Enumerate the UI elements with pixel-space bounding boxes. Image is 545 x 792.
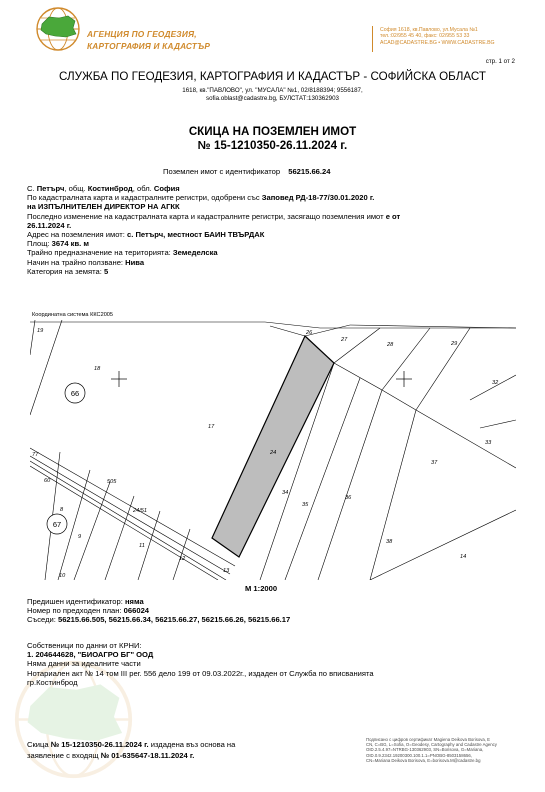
document-title: СКИЦА НА ПОЗЕМЛЕН ИМОТ <box>188 125 357 138</box>
prev-id-label: Предишен идентификатор: <box>27 597 125 606</box>
sig-line5: CN=Mariana Deikova Borisova, E=borisova.M@cadastre.bg <box>366 757 481 763</box>
cadastral-map <box>30 320 516 580</box>
sheet-number-label: 67 <box>52 520 62 529</box>
neighbors-value: 56215.66.505, 56215.66.34, 56215.66.27, 56215.66.26, 56215.66.17 <box>57 615 291 625</box>
category-line <box>27 267 527 276</box>
region: София <box>153 184 180 193</box>
municipality: Костинброд <box>87 184 133 193</box>
parcel-number-label: 60 <box>44 478 51 484</box>
approval-line <box>27 193 527 202</box>
location-sep2: , обл. <box>132 184 154 193</box>
identifier-label: Поземлен имот с идентификатор <box>163 167 281 176</box>
identifier-value: 56215.66.24 <box>288 167 331 176</box>
agency-web: ACAD@CADASTRE.BG • WWW.CADASTRE.BG <box>380 39 495 46</box>
location-sep1: , общ. <box>64 184 88 193</box>
page-number: стр. 1 от 2 <box>485 58 515 65</box>
parcel-number-label: 36 <box>345 495 352 501</box>
owner-line: 1. 204644628, "БИОАГРО БГ" ООД <box>27 650 154 660</box>
address-value: с. Петърч, местност БАИН ТВЪРДАК <box>127 230 265 240</box>
neighbors-line <box>27 615 527 624</box>
approval-text: По кадастралната карта и кадастралните регистри, одобрени със <box>27 193 262 203</box>
parcel-number-label: 505 <box>107 479 117 485</box>
owners-heading: Собственици по данни от КРНИ: <box>27 641 142 650</box>
parcel-number-label: 24 <box>270 450 277 456</box>
prev-plan-line <box>27 606 527 615</box>
map-scale: М 1:2000 <box>245 584 278 593</box>
coord-system: Координатна система ККС2005 <box>32 312 114 318</box>
parcel-number-label: 37 <box>431 460 438 466</box>
sheet-circles <box>47 383 85 534</box>
identifier-line <box>163 167 330 176</box>
subject-parcel-24 <box>212 336 334 557</box>
location-line <box>27 184 527 193</box>
parcel-number-label: 11 <box>139 543 145 549</box>
parcel-number-label: 18 <box>94 366 101 372</box>
parcel-number-label: 77 <box>32 452 39 458</box>
category-label: Категория на земята: <box>27 266 104 276</box>
document-number: № 15-1210350-26.11.2024 г. <box>197 138 348 152</box>
prev-id-value: няма <box>124 597 144 606</box>
usage-line <box>27 258 527 267</box>
deed-line1: Нотариален акт № 14 том III рег. 556 дело 199 от 09.03.2022г., издаден от Служба по вписванията <box>27 668 374 678</box>
footer-line1 <box>27 739 337 750</box>
parcel-number-label: 38 <box>386 539 393 545</box>
office-address: 1618, кв."ПАВЛОВО", ул. "МУСАЛА" №1, 02/8188394; 9556187, <box>182 87 363 94</box>
sheet-number-label: 66 <box>70 389 80 398</box>
address-line <box>27 230 527 239</box>
usage-label: Начин на трайно ползване: <box>27 257 126 267</box>
last-change-date: 26.11.2024 г. <box>27 220 72 230</box>
header-divider <box>372 26 373 52</box>
deed-line2: гр.Костинброд <box>27 677 78 687</box>
prev-plan-label: Номер по предходен план: <box>27 606 124 616</box>
agency-logo <box>33 6 83 52</box>
area-line <box>27 239 527 248</box>
area-value: 3674 кв. м <box>51 239 89 249</box>
agency-phone: тел.:02/955 45 40, факс: 02/955 53 33 <box>380 33 470 40</box>
digital-signature <box>366 737 542 763</box>
usage-value: Нива <box>125 257 145 267</box>
agency-address: София 1618, кв.Павлово, ул.Мусала №1 <box>380 27 478 33</box>
village: Петърч <box>36 184 65 193</box>
office-title: СЛУЖБА ПО ГЕОДЕЗИЯ, КАРТОГРАФИЯ И КАДАСТЪР - СОФИЙСКА ОБЛАСТ <box>59 70 486 83</box>
last-change-line <box>27 212 527 221</box>
parcel-number-label: 26 <box>306 330 313 336</box>
parcel-number-label: 33 <box>485 440 492 446</box>
sig-line4: OID.0.9.2342.19200300.100.1.1=PNOBG-8503158656, <box>366 752 472 758</box>
neighbors-label: Съседи: <box>27 615 58 625</box>
agency-name-line1: АГЕНЦИЯ ПО ГЕОДЕЗИЯ, <box>87 29 197 39</box>
parcel-number-label: 24/51 <box>133 508 147 514</box>
grid-crosses <box>111 371 412 387</box>
purpose-label: Трайно предназначение на територията: <box>27 248 173 258</box>
category-value: 5 <box>103 266 109 276</box>
parcel-number-label: 9 <box>78 534 82 540</box>
parcel-number-label: 28 <box>387 342 394 348</box>
area-label: Площ: <box>27 239 52 249</box>
address-label: Адрес на поземления имот: <box>27 230 127 240</box>
purpose-value: Земеделска <box>172 248 218 258</box>
parcel-number-label: 17 <box>208 424 215 430</box>
footer-line2 <box>27 750 337 761</box>
footer-application-number: № 01-635647-18.11.2024 г. <box>100 751 195 760</box>
footer-sketch-number: № 15-1210350-26.11.2024 г. <box>50 740 149 749</box>
approval-order: Заповед РД-18-77/30.01.2020 г. <box>261 193 375 203</box>
parcel-number-label: 32 <box>492 380 499 386</box>
location-prefix: С. <box>27 184 37 193</box>
agency-name-line2: КАРТОГРАФИЯ И КАДАСТЪР <box>87 41 211 51</box>
parcel-number-label: 14 <box>460 554 467 560</box>
prev-id-line <box>27 597 527 606</box>
parcel-number-label: 34 <box>282 490 289 496</box>
parcel-number-label: 10 <box>59 573 66 579</box>
last-change-text: Последно изменение на кадастралната карта и кадастралните регистри, засягащо поземления имот <box>27 211 386 221</box>
parcel-number-label: 8 <box>60 507 64 513</box>
parcel-number-label: 35 <box>302 502 309 508</box>
parcel-number-label: 27 <box>341 337 348 343</box>
footer-text1: Скица <box>27 740 51 749</box>
approval-authority: на ИЗПЪЛНИТЕЛЕН ДИРЕКТОР НА АГКК <box>27 202 180 212</box>
sig-line3: OID.2.5.4.97=NTRBG-130362903, SN=Borisova, G=Mariana, <box>366 747 484 753</box>
sig-line1: Подписано с цифров сертификат Magiena Deikova Borisova, E <box>366 737 491 742</box>
office-contact: sofia.oblast@cadastre.bg, БУЛСТАТ:130362903 <box>205 94 339 102</box>
parcel-number-label: 12 <box>179 556 186 562</box>
parcel-number-label: 29 <box>451 341 458 347</box>
footer-text2: издадена въз основа на <box>148 740 236 749</box>
parcel-number-label: 13 <box>223 568 230 574</box>
sig-line2: CN, C=BG, L=Sofia, O=Geodesy, Cartography and Cadastre Agency <box>366 742 497 748</box>
footer-text3: заявление с входящ <box>27 751 101 760</box>
last-change-date-a: е от <box>385 211 401 221</box>
parcel-number-label: 19 <box>37 328 44 334</box>
prev-plan-value: 066024 <box>123 606 150 616</box>
cadastral-map-svg <box>30 320 516 580</box>
purpose-line <box>27 248 527 257</box>
globe-logo-icon <box>33 6 83 52</box>
ideal-parts: Няма данни за идеалните части <box>27 659 141 669</box>
